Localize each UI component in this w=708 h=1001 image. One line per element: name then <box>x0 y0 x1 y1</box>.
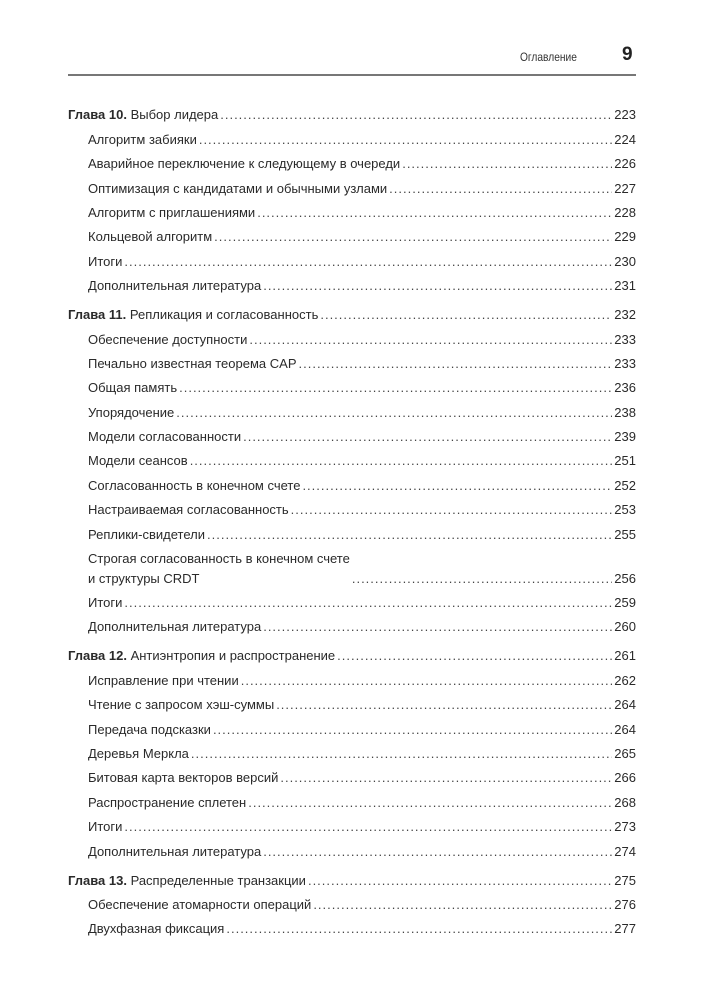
dot-leader <box>243 427 612 447</box>
page-ref: 232 <box>614 307 636 323</box>
dot-leader <box>352 569 612 589</box>
page-ref: 259 <box>614 595 636 611</box>
chapter-title <box>68 871 306 891</box>
chapter-entry[interactable] <box>68 866 636 890</box>
section-title: Дополнительная литература <box>88 278 262 294</box>
page-ref: 251 <box>614 453 636 469</box>
page-ref: 230 <box>614 253 636 269</box>
section-title: Исправление при чтении <box>88 672 239 688</box>
section-entry[interactable] <box>68 496 636 520</box>
page-ref: 266 <box>614 770 636 786</box>
chapter-label: Глава 10. <box>68 107 127 123</box>
dot-leader <box>249 330 612 350</box>
page-ref: 256 <box>614 570 636 586</box>
section-title: Настраиваемая согласованность <box>88 502 289 518</box>
section-title: Битовая карта векторов версий <box>88 770 279 786</box>
section-entry[interactable] <box>68 666 636 690</box>
dot-leader <box>214 227 612 247</box>
page-ref: 238 <box>614 404 636 420</box>
chapter-name: Антиэнтропия и распространение <box>130 648 336 664</box>
dot-leader <box>190 451 613 471</box>
page-ref: 262 <box>614 672 636 688</box>
page-ref: 239 <box>614 429 636 445</box>
dot-leader <box>124 252 612 272</box>
dot-leader <box>263 842 612 862</box>
chapter-label: Глава 13. <box>68 872 127 888</box>
dot-leader <box>313 895 612 915</box>
section-title: Передача подсказки <box>88 721 211 737</box>
chapter-entry[interactable] <box>68 101 636 125</box>
section-entry[interactable] <box>68 199 636 223</box>
dot-leader <box>226 919 612 939</box>
page-ref: 223 <box>614 107 636 123</box>
section-title: Оптимизация с кандидатами и обычными узлами <box>88 180 388 196</box>
section-title: Алгоритм забияки <box>88 131 197 147</box>
section-entry[interactable] <box>68 150 636 174</box>
chapter-label: Глава 11. <box>68 307 127 323</box>
section-title: Двухфазная фиксация <box>88 921 225 937</box>
dot-leader <box>402 154 612 174</box>
page-ref: 233 <box>614 331 636 347</box>
page-ref: 275 <box>614 872 636 888</box>
dot-leader <box>199 130 612 150</box>
dot-leader <box>220 105 612 125</box>
section-title: Дополнительная литература <box>88 619 262 635</box>
section-title: Упорядочение <box>88 404 175 420</box>
section-entry[interactable] <box>68 691 636 715</box>
section-title: Обеспечение доступности <box>88 331 248 347</box>
dot-leader <box>302 476 612 496</box>
chapter-entry[interactable] <box>68 642 636 666</box>
chapter-entry[interactable] <box>68 301 636 325</box>
dot-leader <box>263 617 612 637</box>
dot-leader <box>191 744 612 764</box>
dot-leader <box>320 305 612 325</box>
page-ref: 264 <box>614 697 636 713</box>
section-title: Обеспечение атомарности операций <box>88 896 312 912</box>
dot-leader <box>179 378 612 398</box>
section-entry[interactable] <box>68 764 636 788</box>
section-title: Согласованность в конечном счете <box>88 477 301 493</box>
dot-leader <box>308 871 612 891</box>
section-entry[interactable] <box>68 423 636 447</box>
section-entry[interactable] <box>68 174 636 198</box>
page-ref: 226 <box>614 156 636 172</box>
section-title: Реплики-свидетели <box>88 526 205 542</box>
page-ref: 260 <box>614 619 636 635</box>
table-of-contents <box>68 101 636 939</box>
section-entry[interactable] <box>68 125 636 149</box>
dot-leader <box>207 525 612 545</box>
chapter-name: Выбор лидера <box>130 107 219 123</box>
section-title: Чтение с запросом хэш-суммы <box>88 697 275 713</box>
page-ref: 255 <box>614 526 636 542</box>
dot-leader <box>213 720 612 740</box>
chapter-name: Репликация и согласованность <box>129 307 319 323</box>
section-entry[interactable] <box>68 813 636 837</box>
chapter-title <box>68 305 318 325</box>
dot-leader <box>337 646 612 666</box>
page-ref: 273 <box>614 819 636 835</box>
section-entry[interactable] <box>68 272 636 296</box>
page-ref: 274 <box>614 843 636 859</box>
chapter-title <box>68 646 335 666</box>
section-entry[interactable] <box>68 715 636 739</box>
dot-leader <box>124 817 612 837</box>
section-title: Аварийное переключение к следующему в очереди <box>88 156 401 172</box>
section-title: Итоги <box>88 595 123 611</box>
page-ref: 253 <box>614 502 636 518</box>
section-title: Модели сеансов <box>88 453 188 469</box>
section-title: Модели согласованности <box>88 429 242 445</box>
page-ref: 236 <box>614 380 636 396</box>
dot-leader <box>176 403 612 423</box>
section-entry[interactable] <box>68 613 636 637</box>
dot-leader <box>276 695 612 715</box>
section-title: Алгоритм с приглашениями <box>88 204 256 220</box>
page-ref: 233 <box>614 355 636 371</box>
page-number: 9 <box>622 44 633 65</box>
section-entry[interactable] <box>68 545 636 589</box>
section-entry[interactable] <box>68 447 636 471</box>
section-entry[interactable] <box>68 374 636 398</box>
running-header-title: Оглавление <box>520 50 577 64</box>
dot-leader <box>248 793 612 813</box>
section-title: Дополнительная литература <box>88 843 262 859</box>
section-title: Общая память <box>88 380 178 396</box>
section-title: Итоги <box>88 253 123 269</box>
dot-leader <box>389 179 612 199</box>
page-ref: 231 <box>614 278 636 294</box>
dot-leader <box>124 593 612 613</box>
section-entry[interactable] <box>68 398 636 422</box>
section-title: Итоги <box>88 819 123 835</box>
chapter-name: Распределенные транзакции <box>130 872 306 888</box>
section-entry[interactable] <box>68 915 636 939</box>
dot-leader <box>280 768 612 788</box>
header-rule <box>68 74 636 76</box>
section-title: Деревья Меркла <box>88 745 189 761</box>
section-entry[interactable] <box>68 740 636 764</box>
dot-leader <box>263 276 612 296</box>
section-title: Печально известная теорема CAP <box>88 355 297 371</box>
chapter-title <box>68 105 218 125</box>
page-ref: 228 <box>614 204 636 220</box>
dot-leader <box>257 203 612 223</box>
section-entry[interactable] <box>68 788 636 812</box>
page-ref: 261 <box>614 648 636 664</box>
section-entry[interactable] <box>68 471 636 495</box>
section-entry[interactable] <box>68 520 636 544</box>
page-ref: 277 <box>614 921 636 937</box>
page-ref: 229 <box>614 229 636 245</box>
dot-leader <box>241 671 613 691</box>
section-title: Кольцевой алгоритм <box>88 229 213 245</box>
section-entry[interactable] <box>68 589 636 613</box>
section-title: Распространение сплетен <box>88 794 247 810</box>
dot-leader <box>291 500 613 520</box>
section-entry[interactable] <box>68 325 636 349</box>
section-entry[interactable] <box>68 891 636 915</box>
page-ref: 276 <box>614 896 636 912</box>
section-entry[interactable] <box>68 247 636 271</box>
section-entry[interactable] <box>68 223 636 247</box>
section-entry[interactable] <box>68 837 636 861</box>
chapter-label: Глава 12. <box>68 648 127 664</box>
page-ref: 227 <box>614 180 636 196</box>
page-ref: 264 <box>614 721 636 737</box>
section-title: Строгая согласованность в конечном счете и структуры CRDT <box>88 550 350 586</box>
page-ref: 224 <box>614 131 636 147</box>
page-ref: 252 <box>614 477 636 493</box>
page-ref: 268 <box>614 794 636 810</box>
dot-leader <box>299 354 613 374</box>
page-ref: 265 <box>614 745 636 761</box>
section-entry[interactable] <box>68 350 636 374</box>
